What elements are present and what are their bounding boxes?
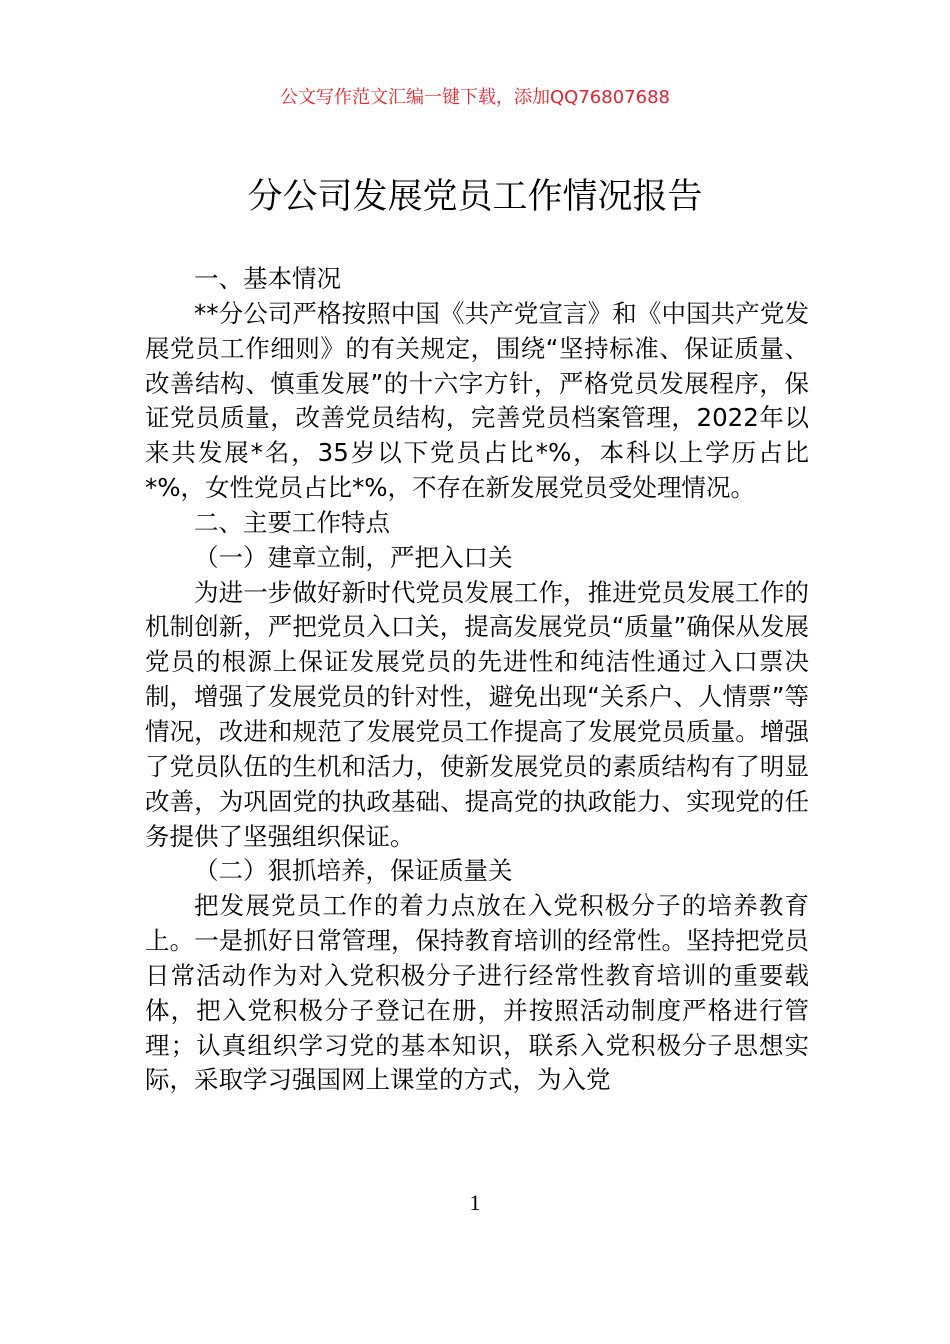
paragraph-basic-situation: **分公司严格按照中国《共产党宣言》和《中国共产党发展党员工作细则》的有关规定，围绕“坚持标准、保证质量、改善结构、慎重发展”的十六字方针，严格党员发展程序，保证党员质量，改善党员结构，完善党员档案管理，2022年以来共发展*名，35岁以下党员占比*%，本科以上学历占比*%，女性党员占比*%，不存在新发展党员受处理情况。 xyxy=(145,298,809,503)
page-title: 分公司发展党员工作情况报告 xyxy=(247,177,703,217)
paragraph-entry-control: 为进一步做好新时代党员发展工作，推进党员发展工作的机制创新，严把党员入口关，提高发展党员“质量”确保从发展党员的根源上保证发展党员的先进性和纯洁性通过入口票决制，增强了发展党员的针对性，避免出现“关系户、人情票”等情况，改进和规范了发展党员工作提高了发展党员质量。增强了党员队伍的生机和活力，使新发展党员的素质结构有了明显改善，为巩固党的执政基础、提高党的执政能力、实现党的任务提供了坚强组织保证。 xyxy=(145,577,809,851)
download-notice: 公文写作范文汇编一键下载，添加QQ76807688 xyxy=(280,87,670,108)
paragraph-quality-control: 把发展党员工作的着力点放在入党积极分子的培养教育上。一是抓好日常管理，保持教育培训的经常性。坚持把党员日常活动作为对入党积极分子进行经常性教育培训的重要载体，把入党积极分子登记在册，并按照活动制度严格进行管理；认真组织学习党的基本知识，联系入党积极分子思想实际，采取学习强国网上课堂的方式，为入党 xyxy=(145,891,809,1095)
subheading-quality-control: （二）狠抓培养，保证质量关 xyxy=(194,856,513,886)
section-heading-basic-situation: 一、基本情况 xyxy=(194,264,341,293)
page-number: 1 xyxy=(469,1190,481,1215)
document-body xyxy=(145,262,809,1098)
section-heading-work-features: 二、主要工作特点 xyxy=(194,507,390,537)
subheading-entry-control: （一）建章立制，严把入口关 xyxy=(194,542,513,572)
